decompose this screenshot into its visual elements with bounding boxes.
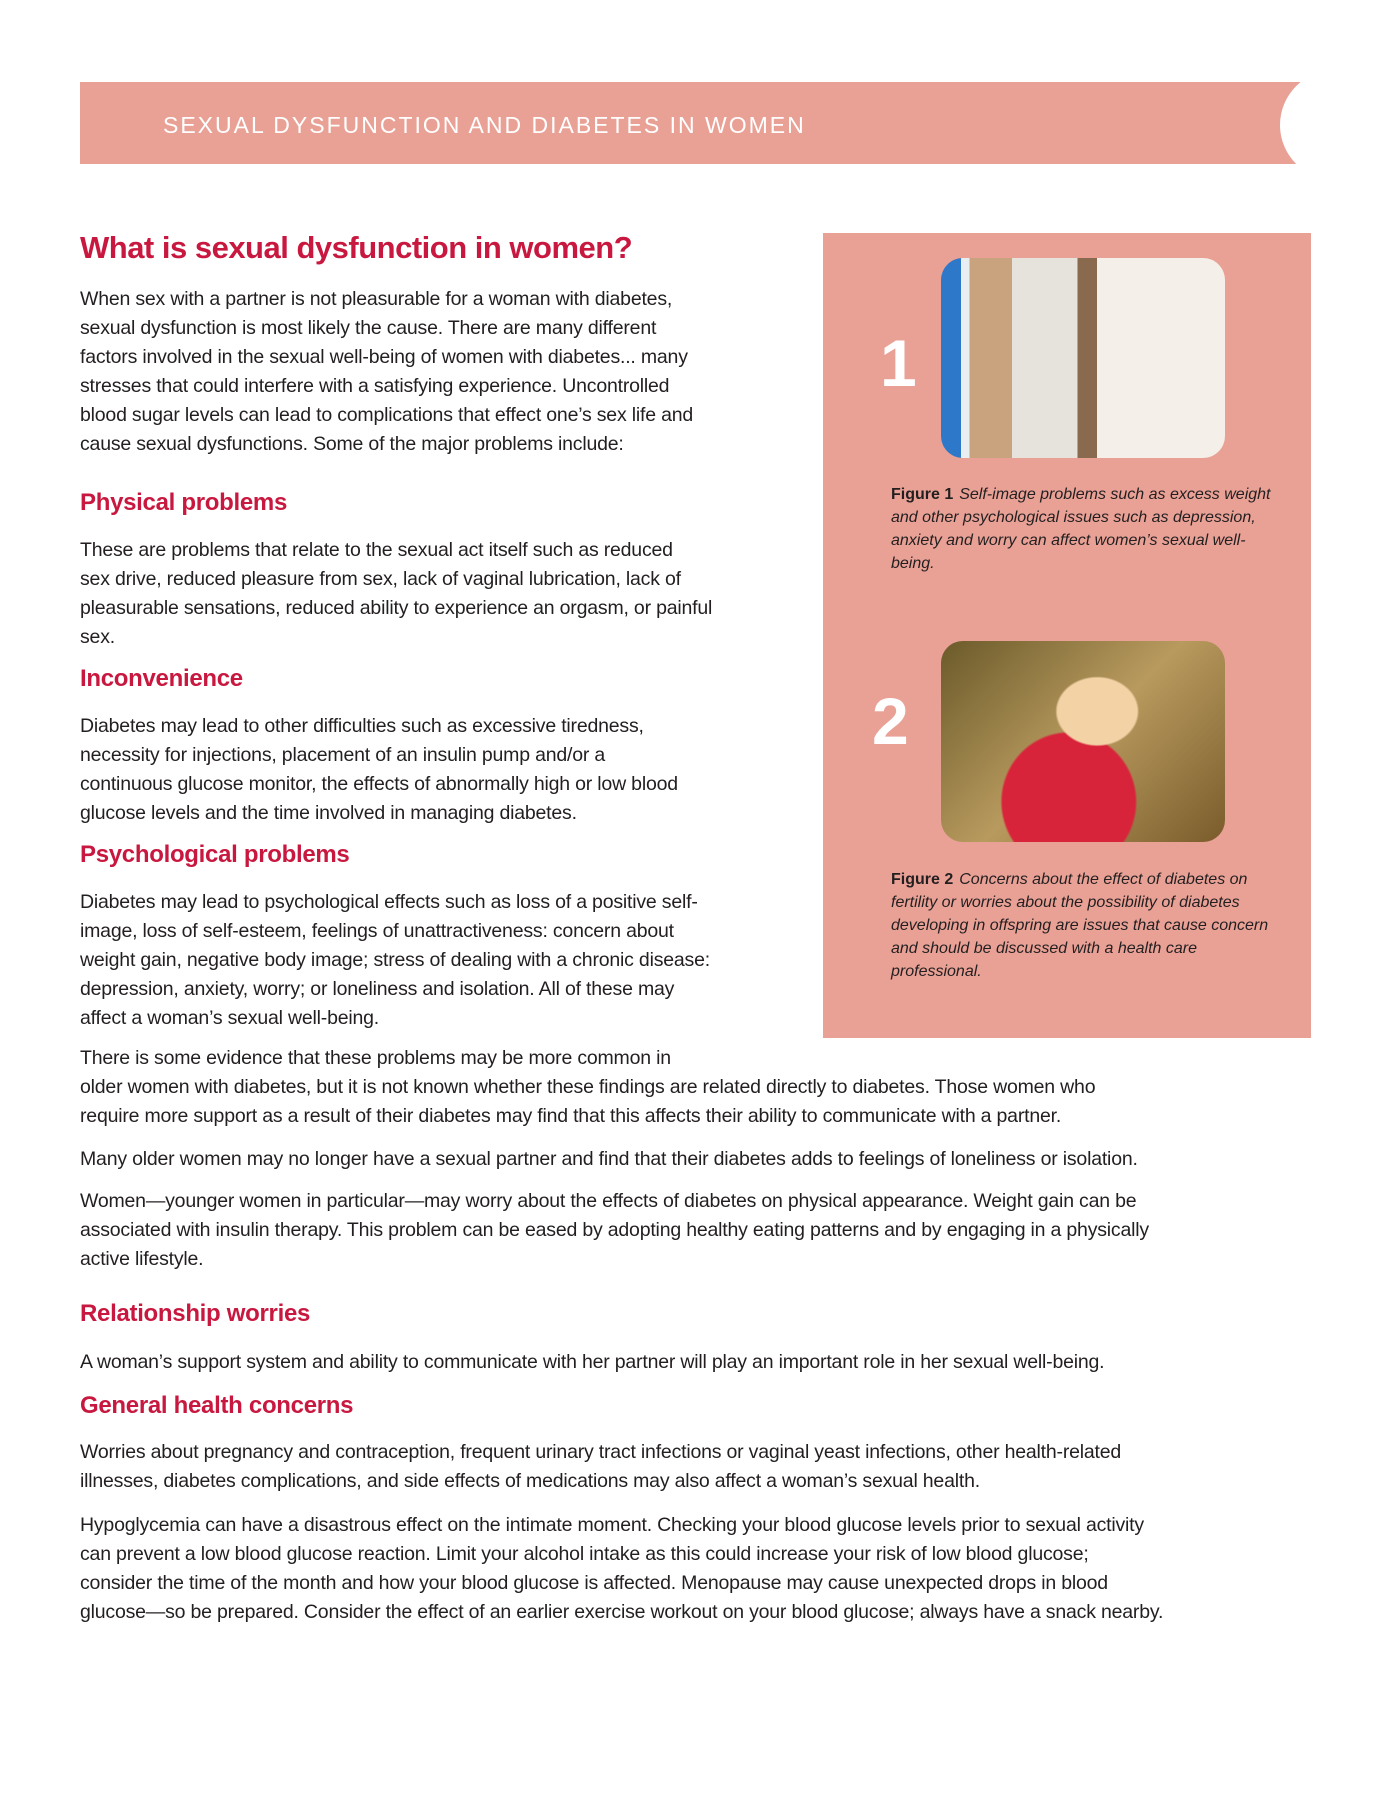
text-line: blood sugar levels can lead to complications that effect one’s sex life and bbox=[80, 404, 693, 426]
text-line: image, loss of self-esteem, feelings of unattractiveness: concern about bbox=[80, 920, 674, 942]
text-line: Diabetes may lead to psychological effects such as loss of a positive self- bbox=[80, 891, 698, 913]
older-women-paragraph bbox=[80, 1145, 1138, 1174]
physical-problems-paragraph bbox=[80, 536, 712, 652]
figure-1-photo bbox=[941, 258, 1225, 458]
figure-2-label: Figure 2 bbox=[891, 871, 954, 888]
text-line: older women with diabetes, but it is not known whether these findings are related directly to diabetes. Those women who bbox=[80, 1076, 1096, 1098]
text-line: A woman’s support system and ability to communicate with her partner will play an important role in her sexual well-being. bbox=[80, 1351, 1105, 1373]
text-line: stresses that could interfere with a satisfying experience. Uncontrolled bbox=[80, 375, 670, 397]
text-line: cause sexual dysfunctions. Some of the major problems include: bbox=[80, 433, 624, 455]
text-line: depression, anxiety, worry; or loneliness and isolation. All of these may bbox=[80, 978, 675, 1000]
younger-women-paragraph bbox=[80, 1187, 1149, 1274]
text-line: continuous glucose monitor, the effects of abnormally high or low blood bbox=[80, 773, 678, 795]
text-line: associated with insulin therapy. This problem can be eased by adopting healthy eating patterns and by engaging in a physically bbox=[80, 1219, 1149, 1241]
psychological-problems-heading: Psychological problems bbox=[80, 841, 350, 868]
hypoglycemia-paragraph bbox=[80, 1511, 1163, 1627]
text-line: glucose levels and the time involved in managing diabetes. bbox=[80, 802, 577, 824]
text-line: There is some evidence that these problems may be more common in bbox=[80, 1047, 671, 1069]
figure-1-caption bbox=[891, 483, 1271, 575]
evidence-paragraph bbox=[80, 1044, 1095, 1131]
text-line: weight gain, negative body image; stress of dealing with a chronic disease: bbox=[80, 949, 710, 971]
text-line: affect a woman’s sexual well-being. bbox=[80, 1007, 380, 1029]
text-line: necessity for injections, placement of an insulin pump and/or a bbox=[80, 744, 606, 766]
figure-2-photo bbox=[941, 641, 1225, 842]
header-notch-decoration bbox=[1280, 70, 1390, 180]
relationship-worries-heading: Relationship worries bbox=[80, 1300, 311, 1327]
figure-1-label: Figure 1 bbox=[891, 486, 954, 503]
text-line: sexual dysfunction is most likely the cause. There are many different bbox=[80, 317, 657, 339]
text-line: require more support as a result of their diabetes may find that this affects their ability to communicate with a partner. bbox=[80, 1105, 1062, 1127]
inconvenience-paragraph bbox=[80, 712, 678, 828]
figure-2-number: 2 bbox=[872, 684, 909, 758]
inconvenience-heading: Inconvenience bbox=[80, 665, 243, 692]
page-heading: What is sexual dysfunction in women? bbox=[80, 230, 633, 265]
text-line: Many older women may no longer have a sexual partner and find that their diabetes adds to feelings of loneliness or isolation. bbox=[80, 1148, 1138, 1170]
text-line: sex drive, reduced pleasure from sex, lack of vaginal lubrication, lack of bbox=[80, 568, 681, 590]
figure-1-number: 1 bbox=[880, 326, 917, 400]
text-line: These are problems that relate to the sexual act itself such as reduced bbox=[80, 539, 673, 561]
general-health-paragraph bbox=[80, 1438, 1121, 1496]
header-title: SEXUAL DYSFUNCTION AND DIABETES IN WOMEN bbox=[163, 112, 806, 138]
figure-2-caption bbox=[891, 868, 1271, 983]
figure-1-text: Self-image problems such as excess weight and other psychological issues such as depression, anxiety and worry can affect women’s sexual well-being. bbox=[891, 486, 1271, 572]
text-line: can prevent a low blood glucose reaction. Limit your alcohol intake as this could increase your risk of low blood glucose; bbox=[80, 1543, 1089, 1565]
text-line: glucose—so be prepared. Consider the effect of an earlier exercise workout on your blood glucose; always have a snack nearby. bbox=[80, 1601, 1164, 1623]
physical-problems-heading: Physical problems bbox=[80, 489, 287, 516]
psychological-problems-paragraph bbox=[80, 888, 710, 1033]
text-line: illnesses, diabetes complications, and side effects of medications may also affect a woman’s sexual health. bbox=[80, 1470, 980, 1492]
text-line: Women—younger women in particular—may worry about the effects of diabetes on physical appearance. Weight gain can be bbox=[80, 1190, 1137, 1212]
text-line: pleasurable sensations, reduced ability to experience an orgasm, or painful bbox=[80, 597, 713, 619]
figure-2-text: Concerns about the effect of diabetes on fertility or worries about the possibility of diabetes developing in offspring are issues that cause concern and should be discussed with a health care professional. bbox=[891, 871, 1269, 980]
text-line: When sex with a partner is not pleasurable for a woman with diabetes, bbox=[80, 288, 673, 310]
text-line: Diabetes may lead to other difficulties such as excessive tiredness, bbox=[80, 715, 644, 737]
text-line: Hypoglycemia can have a disastrous effect on the intimate moment. Checking your blood glucose levels prior to sexual activity bbox=[80, 1514, 1144, 1536]
general-health-heading: General health concerns bbox=[80, 1392, 354, 1419]
text-line: sex. bbox=[80, 626, 115, 648]
text-line: factors involved in the sexual well-being of women with diabetes... many bbox=[80, 346, 688, 368]
text-line: Worries about pregnancy and contraception, frequent urinary tract infections or vaginal yeast infections, other health-related bbox=[80, 1441, 1122, 1463]
relationship-worries-paragraph bbox=[80, 1348, 1104, 1377]
text-line: consider the time of the month and how your blood glucose is affected. Menopause may cause unexpected drops in blood bbox=[80, 1572, 1108, 1594]
text-line: active lifestyle. bbox=[80, 1248, 204, 1270]
intro-paragraph bbox=[80, 285, 693, 459]
